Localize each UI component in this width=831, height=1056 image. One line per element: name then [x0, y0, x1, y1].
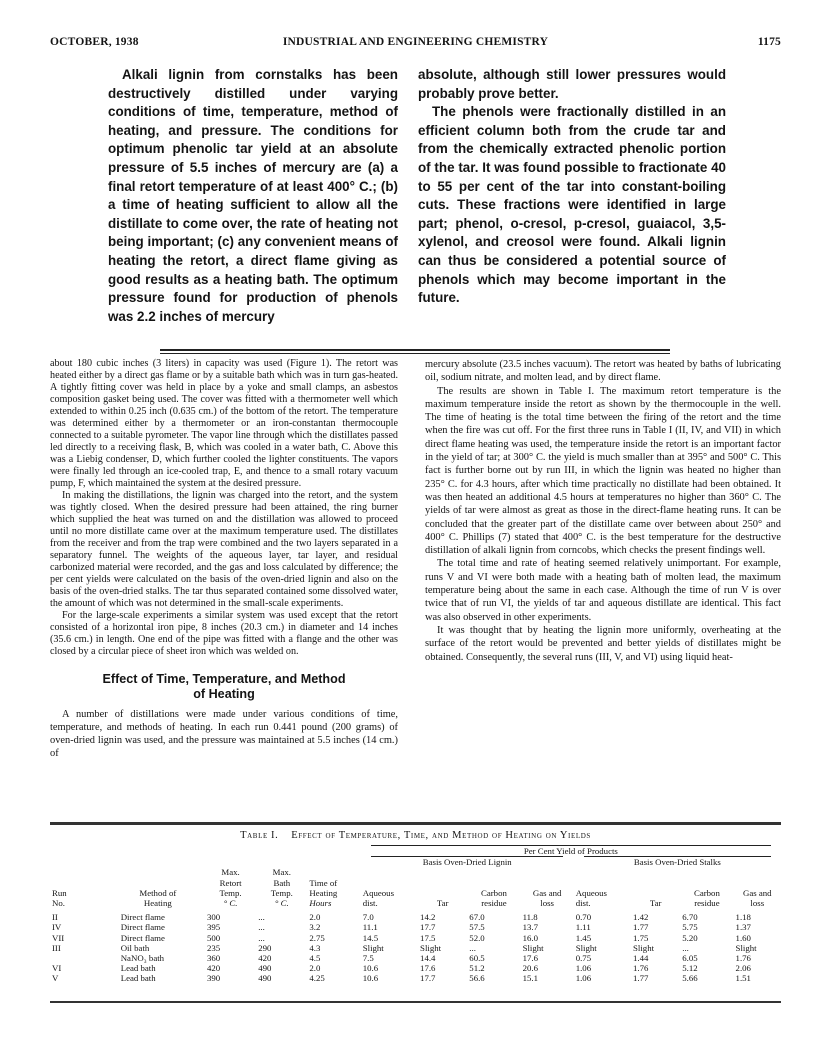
- col-header-gas-stalks: Gas and loss: [742, 887, 772, 909]
- table-cell: 1.51: [735, 973, 751, 984]
- body-paragraph: mercury absolute (23.5 inches vacuum). The retort was heated by baths of lubricating oil, sodium nitrate, and molten lead, and by direct flame.: [425, 359, 781, 384]
- table-cell: 0.70: [575, 912, 592, 923]
- body-paragraph: In making the distillations, the lignin was charged into the retort, and the system was tightly closed. When the desired pressure had been attained, the ring burner which supplied the heat was turned on and the distillation was allowed to proceed until no more distillate came over at the maximum temperature used. The distillates from the receiver and from the trap were combined and the two layers separated in a separatory funnel. The weights of the aqueous layer, tar layer, and residual carbonized material were recorded, and the gas and loss calculated by difference; the per cent yields were calculated on the basis of the oven-dried lignin and also on the basis of the oven-dried stalks. The tar thus separated contained some dissolved water, the amount of which was not determined in the small-scale experiments.: [50, 490, 398, 609]
- col-header-time: Time of Heating Hours: [309, 877, 338, 909]
- body-paragraph: It was thought that by heating the lignin more uniformly, overheating at the surface of the retort would be prevented and better yields of distillates might be obtained. Consequently, the several runs (III, V, and VI) using liquid heat-: [425, 624, 781, 663]
- table-cell: 51.2: [469, 963, 485, 974]
- table-cell: 1.11: [575, 922, 591, 933]
- table-cell: 1.06: [575, 963, 592, 974]
- table-cell: 420: [206, 963, 221, 974]
- table-cell: 5.66: [682, 973, 698, 984]
- table-column-header-row: [50, 867, 781, 908]
- table-row: [50, 953, 781, 963]
- body-right-column: [425, 358, 781, 664]
- table-cell: 17.7: [420, 973, 436, 984]
- table-body: [50, 908, 781, 983]
- table-cell: II: [52, 912, 58, 923]
- abstract-right-column: [418, 66, 726, 308]
- table-cell: 1.75: [633, 932, 649, 943]
- abstract-left-column: [108, 66, 398, 326]
- table-cell: 490: [258, 963, 272, 974]
- table-cell: IV: [52, 922, 62, 933]
- table-cell: 1.77: [633, 973, 649, 984]
- table-subgroup-header-row: [50, 856, 781, 867]
- table-cell: 290: [258, 942, 272, 953]
- col-header-retort-temp: Max. Retort Temp. ° C.: [219, 867, 242, 909]
- table-cell: NaNO₃ bath: [120, 953, 165, 964]
- table-cell: 300: [206, 912, 221, 923]
- table-cell: 17.7: [420, 922, 436, 933]
- table-cell: 5.75: [682, 922, 698, 933]
- table-cell: 3.2: [309, 922, 321, 933]
- table-cell: ...: [258, 912, 265, 923]
- body-paragraph: about 180 cubic inches (3 liters) in capacity was used (Figure 1). The retort was heated either by a direct gas flame or by a suitable bath which was in turn gas-heated. A tightly fitting cover was held in place by a yoke and small clamps, an asbestos composition gasket being used. The cover was fitted with a thermometer well which extended to within 0.25 inch (0.635 cm.) of the bottom of the retort. The temperature was determined either by a thermometer or an iron-constantan thermocouple connected to a suitable pyrometer. The vapor line through which the distillates passed led directly to a receiving flask, B, which was cooled in a water bath, C. Above this was a Liebig condenser, D, which further cooled the lighter constituents. The vapors were finally led through an ice-cooled trap, E, and thence to a small rotary vacuum pump, F, which maintained the system at the desired pressure.: [50, 358, 398, 489]
- table-cell: Lead bath: [120, 973, 156, 984]
- table-cell: 60.5: [469, 953, 485, 964]
- table-cell: VII: [52, 932, 65, 943]
- abstract-divider-bottom: [160, 353, 670, 354]
- col-header-aqueous-stalks: Aqueous dist.: [575, 887, 607, 909]
- table-cell: III: [52, 942, 61, 953]
- table-row: [50, 973, 781, 983]
- table-cell: 395: [206, 922, 221, 933]
- abstract-paragraph: Alkali lignin from cornstalks has been destructively distilled under varying conditions of time, temperature, method of heating, and pressure. The conditions for optimum phenolic tar yield at an absolute pressure of 5.5 inches of mercury are (a) a final retort temperature of at least 400° C.; (b) a time of heating sufficient to allow all the distillate to come over, the rate of heating not being important; (c) any convenient means of heating the retort, a direct flame giving as good results as a heating bath. The optimum pressure found for production of phenols was 2.2 inches of mercury: [108, 67, 398, 324]
- table-cell: 390: [206, 973, 221, 984]
- table-cell: 1.76: [633, 963, 649, 974]
- table-cell: 5.20: [682, 932, 698, 943]
- table-cell: 10.6: [362, 973, 379, 984]
- table-row: [50, 943, 781, 953]
- col-header-method: Method of Heating: [139, 887, 177, 909]
- table-cell: ...: [258, 932, 265, 943]
- col-header-run: Run No.: [52, 887, 67, 909]
- body-paragraph: The results are shown in Table I. The maximum retort temperature is the maximum temperature inside the retort as shown by the thermocouple in the well. The time of heating is the total time between the firing of the retort and the time when the fire was cut off. For the first three runs in Table I (II, IV, and VII) in which direct flame heating was used, the temperature inside the retort is an important factor in the yield of tar; at 300° C. the yield is much smaller than at 395° and 500° C. This fact is further borne out by run III, in which the lignin was heated no higher than 235° C. for 4.3 hours, after which time practically no distillate had been obtained. It was then heated an additional 4.5 hours at temperatures no higher than 360° C. The yields of tar were almost as great as those in the direct-flame heating runs. It can be concluded that the greater part of the distillate came over between about 250° and 400° C. Phillips (7) stated that 400° C. is the best temperature for the destructive distillation of alkali lignin from corncobs, which checks the present findings well.: [425, 385, 781, 557]
- table-row: [50, 933, 781, 943]
- table-cell: 7.5: [362, 953, 374, 964]
- table-cell: Slight: [735, 942, 757, 953]
- header-date: OCTOBER, 1938: [50, 36, 139, 48]
- table-cell: 13.7: [522, 922, 538, 933]
- yield-table: [50, 845, 781, 984]
- table-cell: 6.70: [682, 912, 698, 923]
- table-cell: Direct flame: [120, 932, 165, 943]
- section-heading: [50, 672, 398, 702]
- body-paragraph: A number of distillations were made under various conditions of time, temperature, and methods of heating. In each run 0.441 pound (200 grams) of oven-dried lignin was used, and the pressure was maintained at 5.5 inches (14 cm.) of: [50, 709, 398, 759]
- table-cell: 11.1: [362, 922, 378, 933]
- col-header-tar-stalks: Tar: [649, 898, 662, 909]
- table-cell: 20.6: [522, 963, 538, 974]
- table-bottom-rule: [50, 1001, 781, 1003]
- table-cell: Slight: [522, 942, 544, 953]
- table-cell: 500: [206, 932, 221, 943]
- section-heading-line-2: of Heating: [193, 687, 255, 701]
- table-cell: 57.5: [469, 922, 485, 933]
- table-cell: 17.5: [420, 932, 436, 943]
- table-top-rule: [50, 822, 781, 825]
- table-cell: 1.06: [575, 973, 592, 984]
- table-cell: 2.06: [735, 963, 751, 974]
- table-group-header-row: [50, 845, 781, 856]
- table-cell: 16.0: [522, 932, 538, 943]
- table-cell: 52.0: [469, 932, 485, 943]
- table-cell: 6.05: [682, 953, 698, 964]
- table-cell: 14.2: [420, 912, 436, 923]
- table-cell: 0.75: [575, 953, 592, 964]
- table-cell: 1.42: [633, 912, 649, 923]
- header-journal-title: INDUSTRIAL AND ENGINEERING CHEMISTRY: [282, 36, 549, 48]
- running-header: [50, 36, 781, 52]
- table-cell: 4.3: [309, 942, 321, 953]
- table-cell: Slight: [420, 942, 442, 953]
- body-paragraph: For the large-scale experiments a similar system was used except that the retort consisted of a horizontal iron pipe, 8 inches (20.3 cm.) in diameter and 14 inches (35.6 cm.) in length. One end of the pipe was fitted with a flange and the other was closed by a circular piece of sheet iron which was welded on.: [50, 610, 398, 657]
- table-cell: Slight: [362, 942, 384, 953]
- table-cell: ...: [469, 942, 476, 953]
- table-cell: 56.6: [469, 973, 485, 984]
- col-header-bath-temp: Max. Bath Temp. ° C.: [270, 867, 293, 909]
- table-cell: 14.5: [362, 932, 379, 943]
- table-cell: 2.0: [309, 912, 321, 923]
- table-cell: [50, 953, 111, 963]
- abstract-paragraph: The phenols were fractionally distilled in an efficient column both from the crude tar and from the chemically extracted phenolic portion of the tar. It was found possible to fractionate 40 to 55 per cent of the tar into constant-boiling cuts. These fractions were identified in large part; phenol, o-cresol, p-cresol, guaiacol, 3,5-xylenol, and creosol were found. Alkali lignin can thus be considered a potential source of phenols which may become important in the future.: [418, 104, 726, 306]
- table-cell: 1.44: [633, 953, 649, 964]
- body-left-column: [50, 358, 398, 760]
- table-row: [50, 963, 781, 973]
- header-page-number: 1175: [757, 36, 781, 48]
- table-caption: [50, 830, 781, 841]
- col-header-tar-lignin: Tar: [436, 898, 449, 909]
- col-header-carbon-lignin: Carbon residue: [480, 887, 507, 909]
- table-cell: 1.37: [735, 922, 751, 933]
- table-cell: Direct flame: [120, 922, 165, 933]
- table-cell: 490: [258, 973, 272, 984]
- table-caption-text: Effect of Temperature, Time, and Method of Heating on Yields: [291, 830, 591, 841]
- table-cell: 15.1: [522, 973, 538, 984]
- table-row: [50, 908, 781, 922]
- table-cell: 1.45: [575, 932, 592, 943]
- group-header-yield: Per Cent Yield of Products: [361, 845, 781, 856]
- table-cell: ...: [258, 922, 265, 933]
- body-paragraph: The total time and rate of heating seemed relatively unimportant. For example, runs V and VI were both made with a heating bath of molten lead, the maximum temperature being about the same in each case. Although the time of run V is over twice that of run VI, the yields of tar and aqueous distillate are identical. This fact was also observed in other experiments.: [425, 558, 781, 623]
- table-cell: Slight: [575, 942, 597, 953]
- table-cell: V: [52, 973, 59, 984]
- table-cell: Direct flame: [120, 912, 165, 923]
- col-header-carbon-stalks: Carbon residue: [693, 887, 720, 909]
- table-cell: 67.0: [469, 912, 485, 923]
- table-cell: 1.76: [735, 953, 751, 964]
- table-cell: 17.6: [420, 963, 436, 974]
- section-heading-line-1: Effect of Time, Temperature, and Method: [102, 672, 346, 686]
- table-cell: 7.0: [362, 912, 374, 923]
- table-cell: 1.77: [633, 922, 649, 933]
- table-cell: 14.4: [420, 953, 436, 964]
- table-cell: 5.12: [682, 963, 698, 974]
- table-1: [50, 830, 781, 984]
- group-header-stalks: Basis Oven-Dried Stalks: [574, 856, 781, 867]
- table-cell: 17.6: [522, 953, 538, 964]
- table-cell: VI: [52, 963, 62, 974]
- group-header-lignin: Basis Oven-Dried Lignin: [361, 856, 574, 867]
- table-row: [50, 922, 781, 932]
- table-cell: Slight: [633, 942, 655, 953]
- table-cell: 1.18: [735, 912, 751, 923]
- col-header-gas-lignin: Gas and loss: [532, 887, 562, 909]
- table-cell: ...: [682, 942, 689, 953]
- table-cell: 2.0: [309, 963, 321, 974]
- col-header-aqueous-lignin: Aqueous dist.: [362, 887, 395, 909]
- table-cell: Lead bath: [120, 963, 156, 974]
- table-cell: 1.60: [735, 932, 751, 943]
- table-cell: Oil bath: [120, 942, 150, 953]
- abstract-divider-top: [160, 349, 670, 351]
- table-cell: 235: [206, 942, 221, 953]
- table-cell: 420: [258, 953, 272, 964]
- abstract-paragraph-continued: absolute, although still lower pressures would probably prove better.: [418, 67, 726, 101]
- table-cell: 360: [206, 953, 221, 964]
- table-cell: 4.25: [309, 973, 325, 984]
- table-cell: 11.8: [522, 912, 538, 923]
- table-cell: 4.5: [309, 953, 321, 964]
- table-cell: 2.75: [309, 932, 325, 943]
- table-cell: 10.6: [362, 963, 379, 974]
- table-caption-label: Table I.: [240, 830, 279, 841]
